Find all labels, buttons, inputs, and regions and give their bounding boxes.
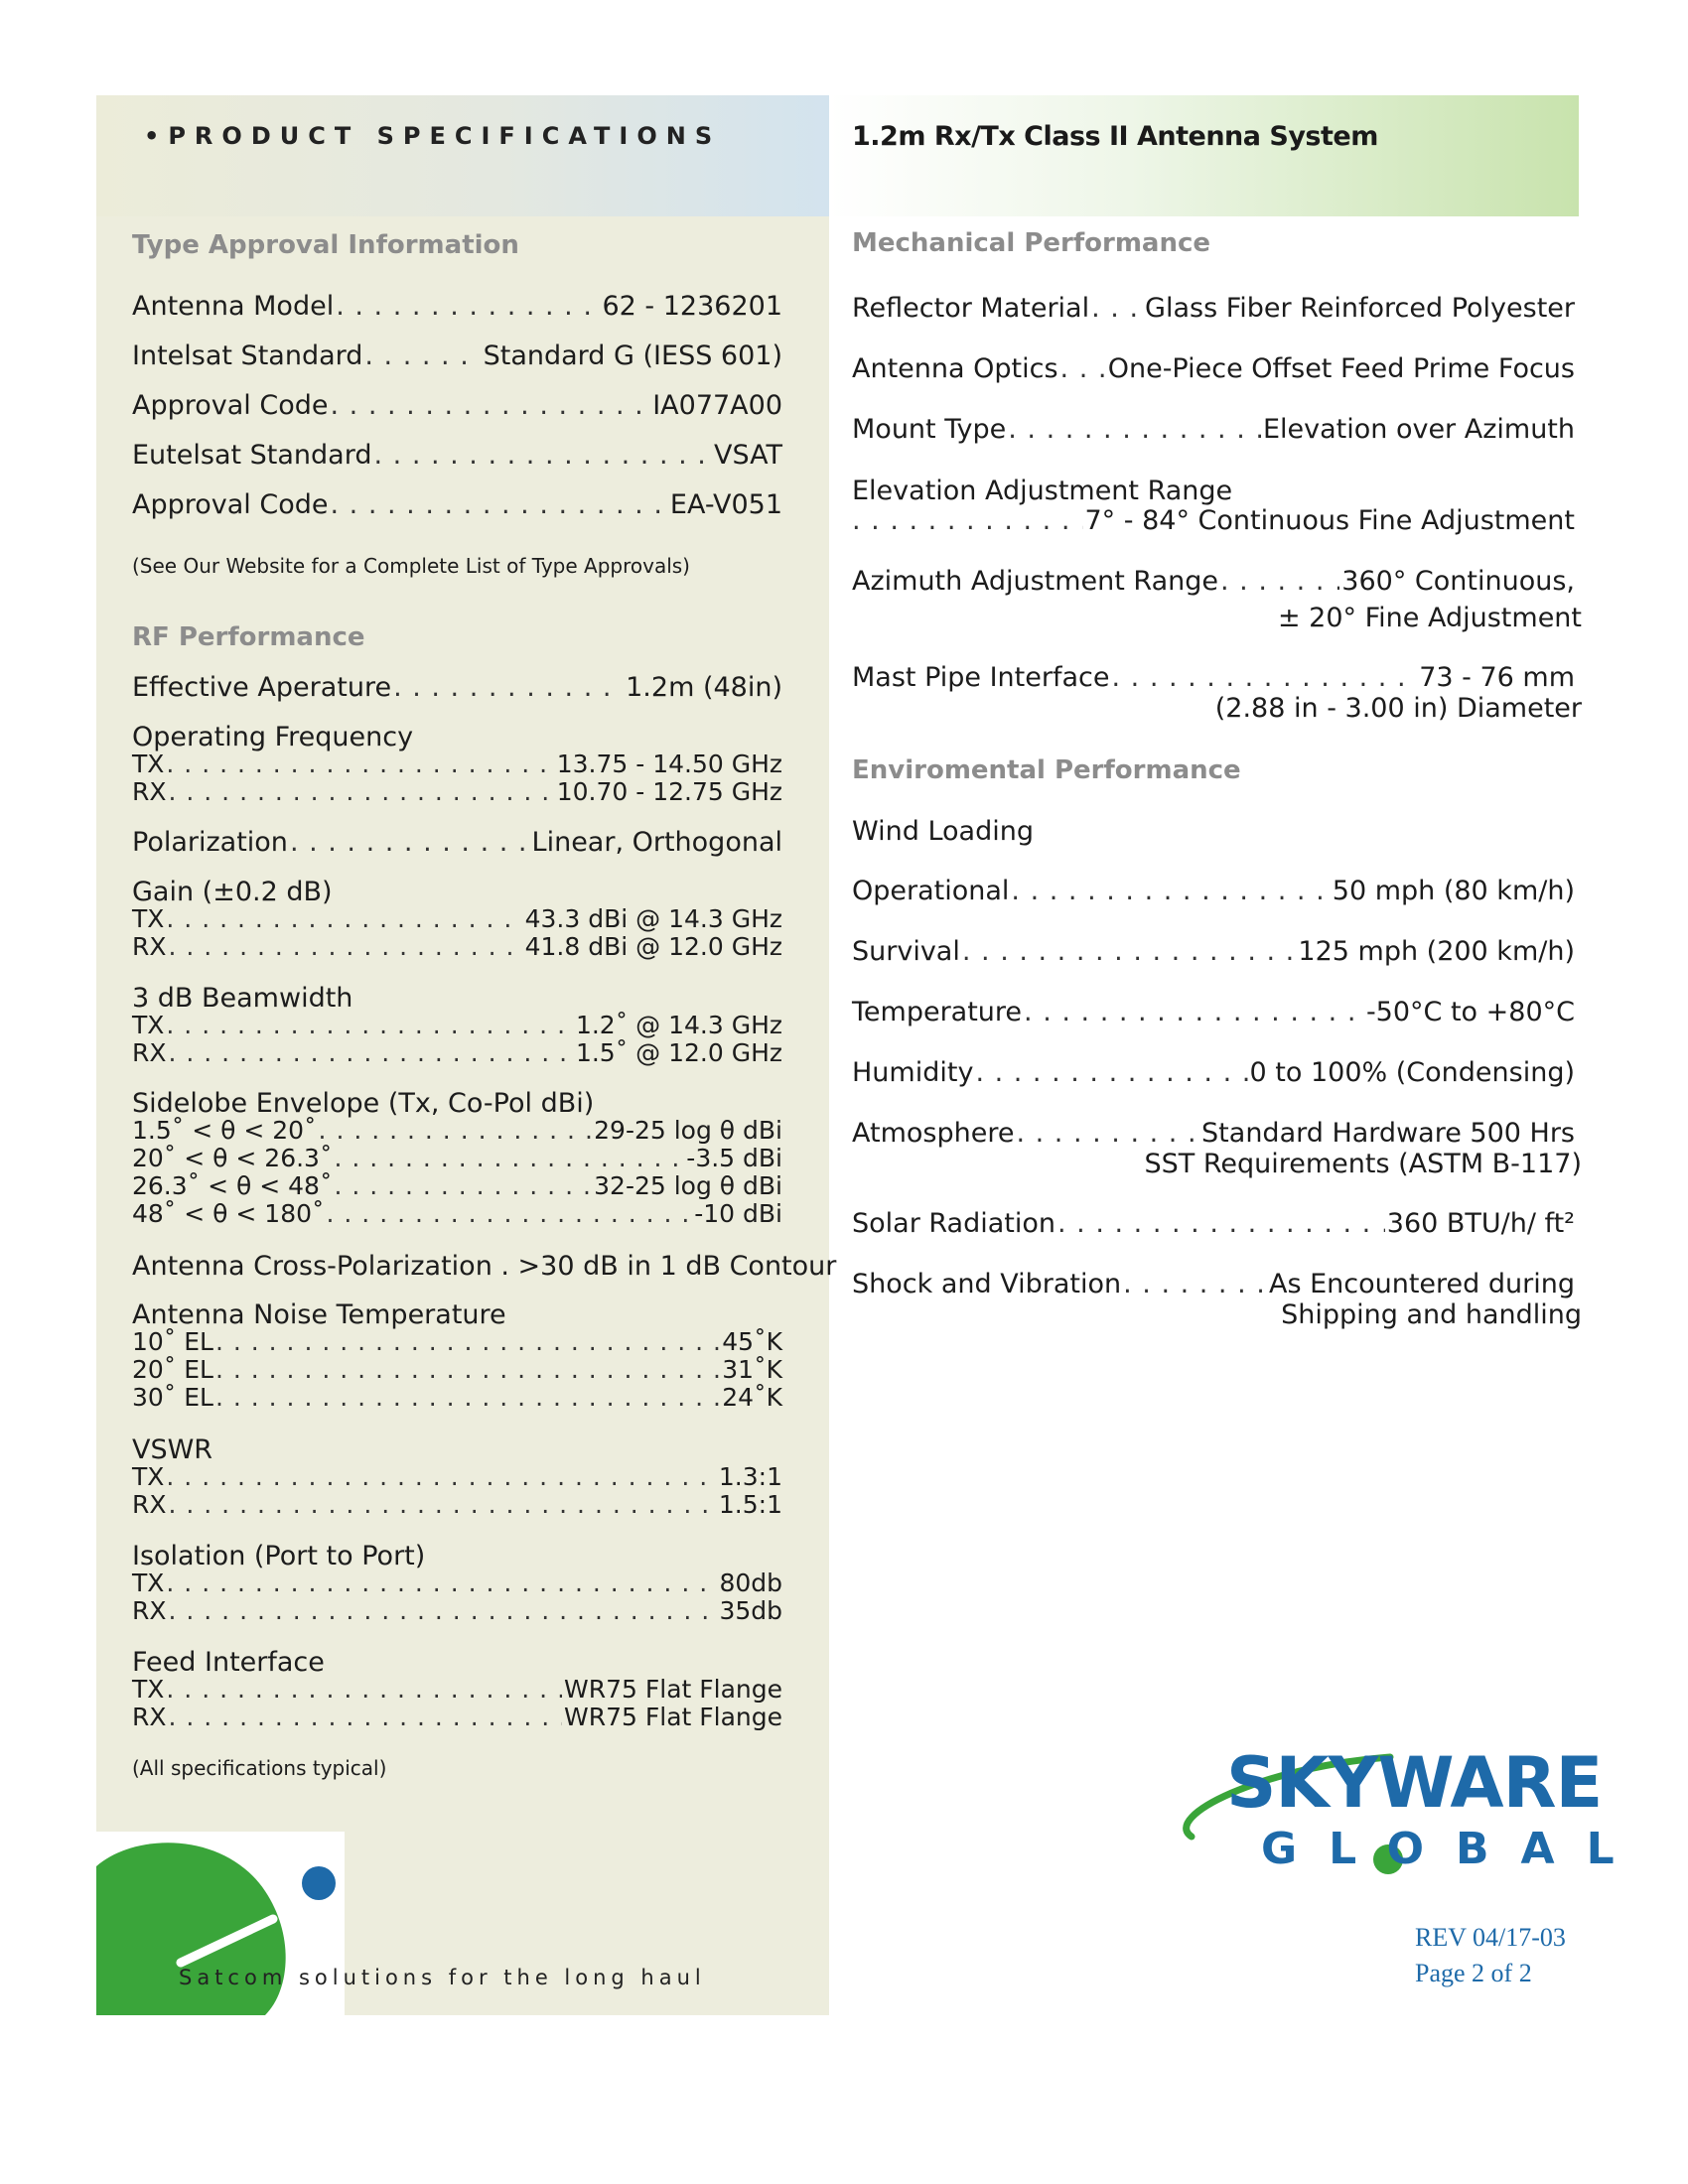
spec-row-feed-rx: RX . . . WR75 Flat Flange bbox=[132, 1704, 782, 1731]
spec-row-gain-tx: TX . . . 43.3 dBi @ 14.3 GHz bbox=[132, 905, 782, 933]
noise-temperature-label: Antenna Noise Temperature bbox=[132, 1299, 506, 1330]
operating-frequency-label: Operating Frequency bbox=[132, 722, 414, 752]
azimuth-fine-adjustment: ± 20° Fine Adjustment bbox=[1277, 603, 1582, 633]
spec-row-isolation-tx: TX . . . 80db bbox=[132, 1570, 782, 1597]
cross-polarization-row: Antenna Cross-Polarization . >30 dB in 1 dB Contour bbox=[132, 1251, 837, 1282]
vswr-label: VSWR bbox=[132, 1434, 213, 1465]
spec-row-noise: 10˚ EL . . . 45˚K bbox=[132, 1328, 782, 1356]
wind-loading-label: Wind Loading bbox=[852, 816, 1034, 847]
spec-row-intelsat-standard: Intelsat Standard . . . Standard G (IESS 601) bbox=[132, 341, 782, 371]
spec-row-gain-rx: RX . . . 41.8 dBi @ 12.0 GHz bbox=[132, 933, 782, 961]
sidelobe-label: Sidelobe Envelope (Tx, Co-Pol dBi) bbox=[132, 1088, 595, 1119]
product-specifications-label: •PRODUCT SPECIFICATIONS bbox=[144, 122, 722, 150]
spec-row-approval-code-2: Approval Code . . . EA-V051 bbox=[132, 490, 782, 520]
rf-performance-title: RF Performance bbox=[132, 622, 365, 652]
spec-row-temperature: Temperature . . . -50°C to +80°C bbox=[852, 998, 1575, 1027]
spec-row-beamwidth-rx: RX . . . 1.5˚ @ 12.0 GHz bbox=[132, 1039, 782, 1067]
spec-row-elevation-adjustment: . . . 7° - 84° Continuous Fine Adjustment bbox=[852, 506, 1575, 536]
spec-row-approval-code: Approval Code . . . IA077A00 bbox=[132, 391, 782, 421]
spec-row-eutelsat-standard: Eutelsat Standard . . . VSAT bbox=[132, 441, 782, 471]
spec-row-feed-tx: TX . . . WR75 Flat Flange bbox=[132, 1676, 782, 1704]
specifications-note: (All specifications typical) bbox=[132, 1756, 387, 1780]
spec-row-antenna-model: Antenna Model . . . 62 - 1236201 bbox=[132, 292, 782, 322]
revision-label: REV 04/17-03 bbox=[1415, 1923, 1566, 1952]
feed-interface-label: Feed Interface bbox=[132, 1647, 325, 1678]
elevation-adjustment-label: Elevation Adjustment Range bbox=[852, 476, 1233, 506]
brand-name-bottom: GLOBAL bbox=[1261, 1824, 1646, 1874]
spec-row-atmosphere: Atmosphere . . . Standard Hardware 500 Hrs bbox=[852, 1119, 1575, 1149]
spec-row-noise: 20˚ EL . . . 31˚K bbox=[132, 1356, 782, 1384]
spec-row-azimuth-adjustment: Azimuth Adjustment Range . . . 360° Continuous, bbox=[852, 567, 1575, 597]
shock-vibration-detail: Shipping and handling bbox=[1281, 1299, 1582, 1330]
spec-row-mast-pipe-interface: Mast Pipe Interface . . . 73 - 76 mm bbox=[852, 663, 1575, 693]
spec-row-isolation-rx: RX . . . 35db bbox=[132, 1597, 782, 1625]
brand-name-top: SKYWARE bbox=[1226, 1742, 1603, 1824]
document-title: 1.2m Rx/Tx Class II Antenna System bbox=[852, 121, 1378, 152]
spec-row-op-freq-tx: TX . . . 13.75 - 14.50 GHz bbox=[132, 751, 782, 778]
spec-row-survival: Survival . . . 125 mph (200 km/h) bbox=[852, 937, 1575, 967]
spec-row-shock-vibration: Shock and Vibration . . . As Encountered during bbox=[852, 1270, 1575, 1299]
spec-row-sidelobe: 20˚ < θ < 26.3˚ . . . -3.5 dBi bbox=[132, 1145, 782, 1172]
type-approval-title: Type Approval Information bbox=[132, 230, 519, 260]
mast-pipe-diameter: (2.88 in - 3.00 in) Diameter bbox=[1214, 693, 1582, 724]
left-header-band bbox=[96, 95, 829, 216]
spec-row-vswr-tx: TX . . . 1.3:1 bbox=[132, 1463, 782, 1491]
spec-row-effective-aperature: Effective Aperature . . . 1.2m (48in) bbox=[132, 673, 782, 703]
isolation-label: Isolation (Port to Port) bbox=[132, 1541, 426, 1571]
gain-label: Gain (±0.2 dB) bbox=[132, 877, 333, 907]
spec-row-reflector-material: Reflector Material . . . Glass Fiber Reinforced Polyester bbox=[852, 294, 1575, 324]
spec-row-operational: Operational . . . 50 mph (80 km/h) bbox=[852, 877, 1575, 906]
page-number: Page 2 of 2 bbox=[1415, 1959, 1532, 1987]
skyware-global-logo bbox=[1172, 1742, 1646, 1901]
beamwidth-label: 3 dB Beamwidth bbox=[132, 983, 353, 1014]
environmental-performance-title: Enviromental Performance bbox=[852, 755, 1241, 785]
tagline: Satcom solutions for the long haul bbox=[179, 1966, 706, 1989]
right-header-band bbox=[829, 95, 1579, 216]
spec-row-solar-radiation: Solar Radiation . . . 360 BTU/h/ ft² bbox=[852, 1209, 1575, 1239]
spec-row-op-freq-rx: RX . . . 10.70 - 12.75 GHz bbox=[132, 778, 782, 806]
spec-row-humidity: Humidity . . . 0 to 100% (Condensing) bbox=[852, 1058, 1575, 1088]
type-approval-note: (See Our Website for a Complete List of Type Approvals) bbox=[132, 554, 690, 578]
spec-row-noise: 30˚ EL . . . 24˚K bbox=[132, 1384, 782, 1412]
spec-row-sidelobe: 48˚ < θ < 180˚ . . . -10 dBi bbox=[132, 1200, 782, 1228]
atmosphere-requirements: SST Requirements (ASTM B-117) bbox=[1144, 1149, 1582, 1179]
spec-row-vswr-rx: RX . . . 1.5:1 bbox=[132, 1491, 782, 1519]
spec-row-polarization: Polarization . . . Linear, Orthogonal bbox=[132, 828, 782, 858]
spec-row-sidelobe: 26.3˚ < θ < 48˚ . . . 32-25 log θ dBi bbox=[132, 1172, 782, 1200]
spec-row-sidelobe: 1.5˚ < θ < 20˚ . . . 29-25 log θ dBi bbox=[132, 1117, 782, 1145]
spec-row-beamwidth-tx: TX . . . 1.2˚ @ 14.3 GHz bbox=[132, 1012, 782, 1039]
spec-row-mount-type: Mount Type . . . Elevation over Azimuth bbox=[852, 415, 1575, 445]
mechanical-performance-title: Mechanical Performance bbox=[852, 228, 1211, 258]
spec-row-antenna-optics: Antenna Optics . . . One-Piece Offset Feed Prime Focus bbox=[852, 354, 1575, 384]
